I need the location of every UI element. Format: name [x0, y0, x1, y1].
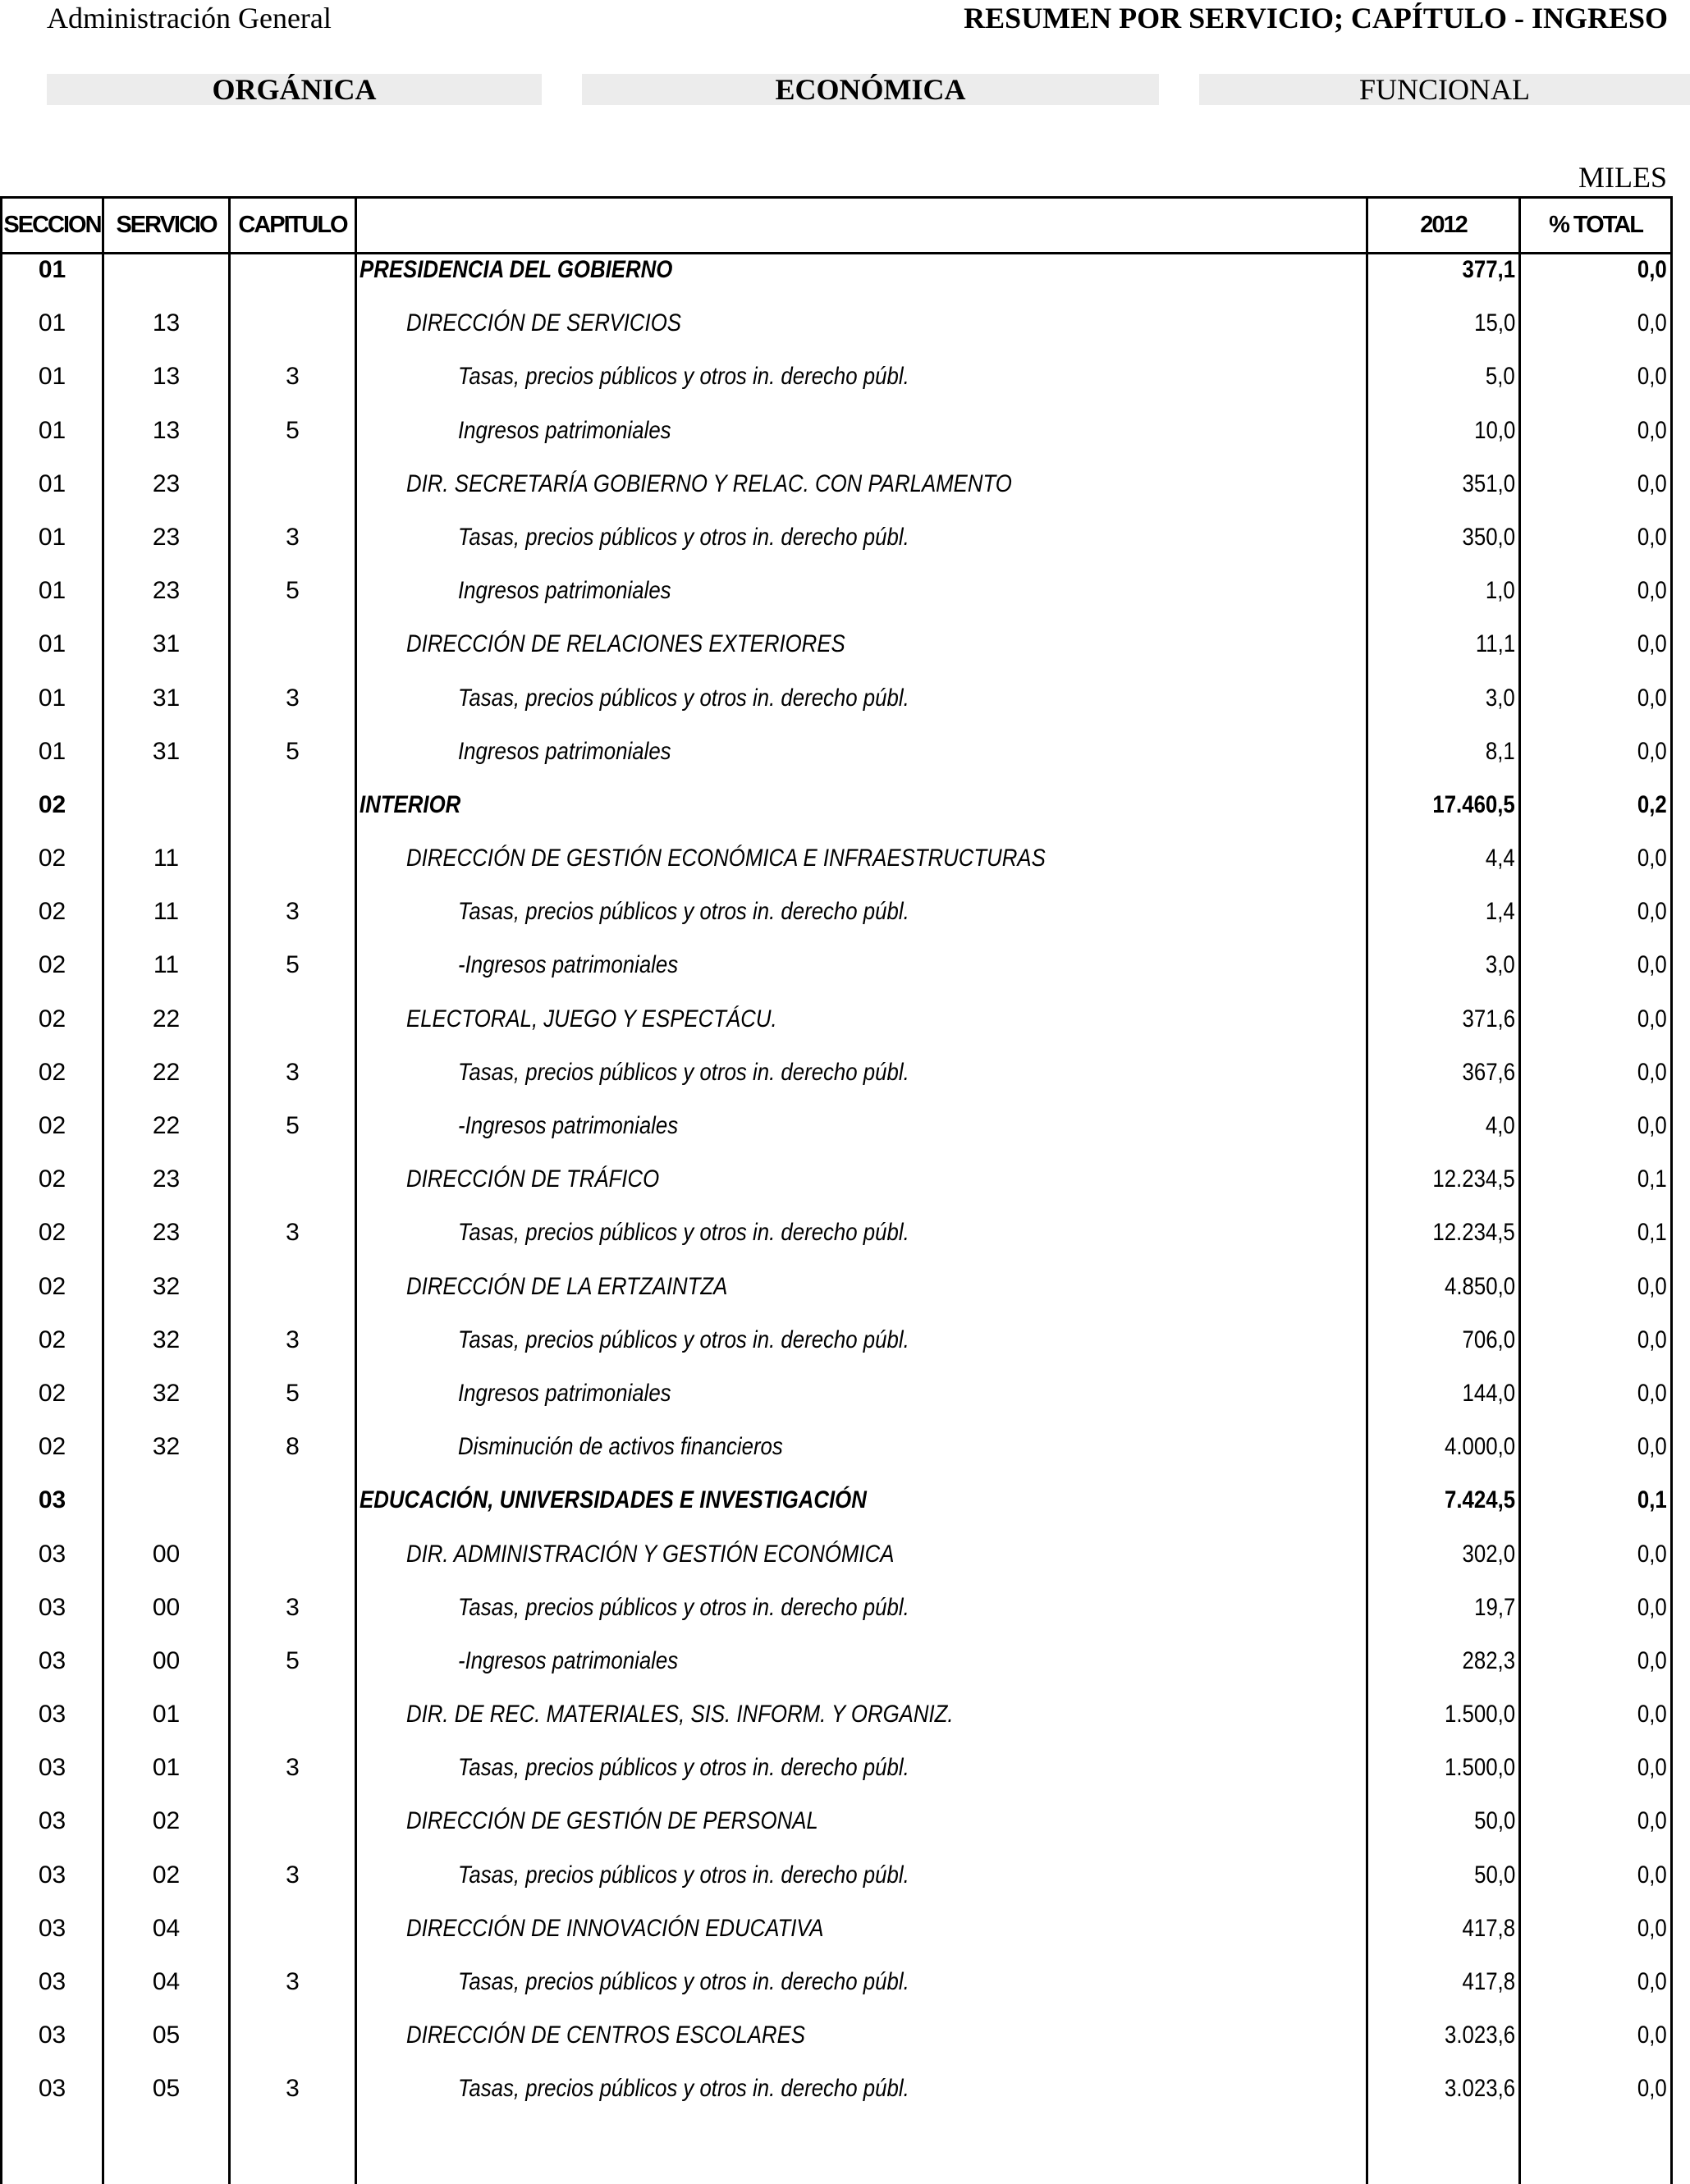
table-row — [0, 1271, 1673, 1324]
cell-servicio: 31 — [152, 737, 181, 765]
cell-pct-total: 0,0 — [1637, 1861, 1667, 1889]
cell-servicio: 22 — [152, 1112, 181, 1139]
cell-importe-2012: 11,1 — [1475, 630, 1515, 658]
cell-seccion: 01 — [38, 416, 66, 444]
cell-pct-total: 0,0 — [1637, 737, 1667, 765]
cell-pct-total: 0,1 — [1637, 1219, 1667, 1247]
cell-servicio: 04 — [152, 1968, 181, 1995]
table-row — [0, 1324, 1673, 1377]
cell-descripcion: Tasas, precios públicos y otros in. derecho públ. — [458, 1968, 909, 1995]
table-row — [0, 842, 1673, 895]
table-row — [0, 521, 1673, 575]
column-header-pct-total: % TOTAL — [1549, 212, 1642, 238]
cell-pct-total: 0,0 — [1637, 1968, 1667, 1995]
cell-seccion: 01 — [38, 630, 66, 658]
cell-pct-total: 0,1 — [1637, 1486, 1667, 1514]
cell-capitulo: 3 — [286, 1058, 300, 1086]
column-header-descripcion — [357, 199, 1366, 252]
cell-importe-2012: 417,8 — [1462, 1968, 1515, 1995]
cell-seccion: 03 — [38, 1593, 66, 1621]
cell-descripcion: Disminución de activos financieros — [458, 1433, 783, 1461]
cell-seccion: 01 — [38, 309, 66, 337]
cell-capitulo: 3 — [286, 1219, 300, 1247]
cell-descripcion: EDUCACIÓN, UNIVERSIDADES E INVESTIGACIÓN — [360, 1486, 867, 1514]
cell-descripcion: Tasas, precios públicos y otros in. derecho públ. — [458, 684, 909, 712]
cell-descripcion: DIRECCIÓN DE GESTIÓN DE PERSONAL — [406, 1807, 818, 1835]
cell-servicio: 23 — [152, 1165, 181, 1193]
table-row — [0, 1698, 1673, 1751]
cell-descripcion: DIR. DE REC. MATERIALES, SIS. INFORM. Y ORGANIZ. — [406, 1701, 954, 1728]
cell-descripcion: Tasas, precios públicos y otros in. derecho públ. — [458, 1326, 909, 1353]
cell-servicio: 31 — [152, 684, 181, 712]
cell-descripcion: Tasas, precios públicos y otros in. derecho públ. — [458, 2075, 909, 2103]
column-header-year: 2012 — [1420, 212, 1467, 238]
cell-pct-total: 0,0 — [1637, 1646, 1667, 1674]
cell-importe-2012: 302,0 — [1462, 1540, 1515, 1568]
cell-importe-2012: 17.460,5 — [1432, 790, 1515, 818]
column-header-seccion: SECCION — [3, 212, 101, 238]
cell-servicio: 11 — [153, 845, 180, 872]
cell-importe-2012: 7.424,5 — [1444, 1486, 1515, 1514]
cell-pct-total: 0,0 — [1637, 1754, 1667, 1782]
cell-importe-2012: 377,1 — [1462, 256, 1515, 283]
cell-descripcion: DIRECCIÓN DE INNOVACIÓN EDUCATIVA — [406, 1914, 824, 1942]
cell-pct-total: 0,0 — [1637, 1540, 1667, 1568]
table-row — [0, 682, 1673, 735]
cell-servicio: 01 — [152, 1701, 181, 1728]
cell-descripcion: Tasas, precios públicos y otros in. derecho públ. — [458, 363, 909, 391]
cell-pct-total: 0,0 — [1637, 1058, 1667, 1086]
cell-descripcion: INTERIOR — [360, 790, 461, 818]
cell-importe-2012: 367,6 — [1462, 1058, 1515, 1086]
cell-capitulo: 3 — [286, 2075, 300, 2103]
cell-importe-2012: 15,0 — [1473, 309, 1515, 337]
table-row — [0, 360, 1673, 414]
cell-seccion: 02 — [38, 1058, 66, 1086]
table-row — [0, 1431, 1673, 1484]
cell-importe-2012: 351,0 — [1462, 469, 1515, 497]
cell-pct-total: 0,0 — [1637, 363, 1667, 391]
cell-servicio: 13 — [152, 309, 181, 337]
cell-seccion: 03 — [38, 2075, 66, 2103]
cell-importe-2012: 371,6 — [1462, 1005, 1515, 1032]
cell-descripcion: -Ingresos patrimoniales — [458, 951, 679, 979]
cell-capitulo: 5 — [286, 737, 300, 765]
table-row — [0, 1538, 1673, 1591]
cell-servicio: 04 — [152, 1914, 181, 1942]
cell-capitulo: 5 — [286, 1112, 300, 1139]
cell-servicio: 11 — [153, 951, 180, 979]
cell-capitulo: 3 — [286, 898, 300, 926]
cell-importe-2012: 3.023,6 — [1444, 2075, 1515, 2103]
cell-descripcion: DIR. SECRETARÍA GOBIERNO Y RELAC. CON PARLAMENTO — [406, 469, 1012, 497]
table-row — [0, 468, 1673, 521]
cell-pct-total: 0,2 — [1637, 790, 1667, 818]
cell-pct-total: 0,0 — [1637, 630, 1667, 658]
cell-seccion: 01 — [38, 737, 66, 765]
cell-capitulo: 3 — [286, 1754, 300, 1782]
cell-seccion: 02 — [38, 1433, 66, 1461]
cell-pct-total: 0,0 — [1637, 1593, 1667, 1621]
table-row — [0, 895, 1673, 949]
cell-pct-total: 0,0 — [1637, 1272, 1667, 1300]
table-row — [0, 1966, 1673, 2019]
cell-capitulo: 3 — [286, 363, 300, 391]
cell-seccion: 03 — [38, 1646, 66, 1674]
table-row — [0, 1377, 1673, 1431]
cell-importe-2012: 3,0 — [1486, 951, 1515, 979]
column-header-capitulo: CAPITULO — [238, 212, 347, 238]
table-row — [0, 949, 1673, 1002]
cell-servicio: 01 — [152, 1754, 181, 1782]
cell-descripcion: Tasas, precios públicos y otros in. derecho públ. — [458, 1754, 909, 1782]
table-row — [0, 1912, 1673, 1966]
cell-seccion: 02 — [38, 951, 66, 979]
cell-importe-2012: 3,0 — [1486, 684, 1515, 712]
table-row — [0, 628, 1673, 681]
cell-capitulo: 5 — [286, 1646, 300, 1674]
table-row — [0, 575, 1673, 628]
cell-importe-2012: 417,8 — [1462, 1914, 1515, 1942]
cell-capitulo: 3 — [286, 1968, 300, 1995]
cell-importe-2012: 1.500,0 — [1444, 1701, 1515, 1728]
cell-descripcion: PRESIDENCIA DEL GOBIERNO — [360, 256, 673, 283]
cell-pct-total: 0,1 — [1637, 1165, 1667, 1193]
cell-pct-total: 0,0 — [1637, 469, 1667, 497]
cell-descripcion: -Ingresos patrimoniales — [458, 1646, 679, 1674]
cell-descripcion: Tasas, precios públicos y otros in. derecho públ. — [458, 1058, 909, 1086]
cell-seccion: 02 — [38, 1165, 66, 1193]
cell-pct-total: 0,0 — [1637, 898, 1667, 926]
cell-importe-2012: 5,0 — [1486, 363, 1515, 391]
cell-importe-2012: 50,0 — [1473, 1861, 1515, 1889]
cell-pct-total: 0,0 — [1637, 416, 1667, 444]
cell-seccion: 03 — [38, 1807, 66, 1835]
cell-pct-total: 0,0 — [1637, 1807, 1667, 1835]
table-row — [0, 735, 1673, 789]
cell-importe-2012: 4.850,0 — [1444, 1272, 1515, 1300]
cell-seccion: 02 — [38, 898, 66, 926]
cell-importe-2012: 144,0 — [1462, 1379, 1515, 1407]
cell-importe-2012: 12.234,5 — [1432, 1165, 1515, 1193]
cell-seccion: 03 — [38, 1968, 66, 1995]
cell-pct-total: 0,0 — [1637, 309, 1667, 337]
cell-importe-2012: 8,1 — [1486, 737, 1515, 765]
table-row — [0, 1484, 1673, 1537]
cell-seccion: 03 — [38, 1754, 66, 1782]
cell-descripcion: Tasas, precios públicos y otros in. derecho públ. — [458, 898, 909, 926]
table-row — [0, 1216, 1673, 1270]
cell-capitulo: 3 — [286, 1326, 300, 1353]
cell-seccion: 03 — [38, 1486, 66, 1514]
cell-servicio: 32 — [152, 1379, 181, 1407]
cell-pct-total: 0,0 — [1637, 1433, 1667, 1461]
cell-pct-total: 0,0 — [1637, 845, 1667, 872]
cell-seccion: 01 — [38, 256, 66, 283]
cell-seccion: 03 — [38, 1701, 66, 1728]
cell-descripcion: Tasas, precios públicos y otros in. derecho públ. — [458, 1219, 909, 1247]
cell-descripcion: DIRECCIÓN DE GESTIÓN ECONÓMICA E INFRAESTRUCTURAS — [406, 845, 1046, 872]
cell-servicio: 23 — [152, 1219, 181, 1247]
cell-importe-2012: 706,0 — [1462, 1326, 1515, 1353]
cell-seccion: 02 — [38, 1326, 66, 1353]
cell-seccion: 01 — [38, 363, 66, 391]
cell-servicio: 23 — [152, 523, 181, 551]
cell-servicio: 13 — [152, 363, 181, 391]
cell-capitulo: 3 — [286, 684, 300, 712]
cell-pct-total: 0,0 — [1637, 1379, 1667, 1407]
document-header-left: Administración General — [47, 2, 332, 34]
cell-descripcion: -Ingresos patrimoniales — [458, 1112, 679, 1139]
cell-importe-2012: 4.000,0 — [1444, 1433, 1515, 1461]
cell-descripcion: DIRECCIÓN DE LA ERTZAINTZA — [406, 1272, 728, 1300]
cell-pct-total: 0,0 — [1637, 1112, 1667, 1139]
cell-pct-total: 0,0 — [1637, 523, 1667, 551]
cell-importe-2012: 3.023,6 — [1444, 2021, 1515, 2049]
cell-capitulo: 5 — [286, 1379, 300, 1407]
cell-pct-total: 0,0 — [1637, 2021, 1667, 2049]
cell-servicio: 32 — [152, 1433, 181, 1461]
cell-seccion: 03 — [38, 1914, 66, 1942]
cell-importe-2012: 4,4 — [1486, 845, 1515, 872]
cell-capitulo: 5 — [286, 577, 300, 605]
cell-importe-2012: 1.500,0 — [1444, 1754, 1515, 1782]
cell-servicio: 22 — [152, 1005, 181, 1032]
cell-capitulo: 8 — [286, 1433, 300, 1461]
column-header-servicio: SERVICIO — [116, 212, 217, 238]
report-title: RESUMEN POR SERVICIO; CAPÍTULO - INGRESO — [964, 2, 1668, 34]
cell-descripcion: Ingresos patrimoniales — [458, 1379, 671, 1407]
table-body — [0, 254, 1673, 2127]
cell-servicio: 23 — [152, 577, 181, 605]
cell-pct-total: 0,0 — [1637, 1005, 1667, 1032]
cell-pct-total: 0,0 — [1637, 1326, 1667, 1353]
cell-seccion: 02 — [38, 1272, 66, 1300]
cell-descripcion: DIRECCIÓN DE RELACIONES EXTERIORES — [406, 630, 845, 658]
table-row — [0, 1591, 1673, 1645]
cell-pct-total: 0,0 — [1637, 1701, 1667, 1728]
cell-importe-2012: 1,4 — [1486, 898, 1515, 926]
cell-pct-total: 0,0 — [1637, 577, 1667, 605]
table-row — [0, 1805, 1673, 1858]
cell-servicio: 05 — [152, 2021, 181, 2049]
cell-descripcion: ELECTORAL, JUEGO Y ESPECTÁCU. — [406, 1005, 777, 1032]
cell-servicio: 32 — [152, 1326, 181, 1353]
table-row — [0, 254, 1673, 307]
cell-pct-total: 0,0 — [1637, 256, 1667, 283]
cell-servicio: 11 — [153, 898, 180, 926]
cell-pct-total: 0,0 — [1637, 951, 1667, 979]
cell-seccion: 02 — [38, 1379, 66, 1407]
cell-importe-2012: 282,3 — [1462, 1646, 1515, 1674]
cell-capitulo: 3 — [286, 523, 300, 551]
cell-servicio: 31 — [152, 630, 181, 658]
cell-seccion: 03 — [38, 1540, 66, 1568]
cell-descripcion: Ingresos patrimoniales — [458, 577, 671, 605]
cell-descripcion: Ingresos patrimoniales — [458, 416, 671, 444]
cell-seccion: 01 — [38, 523, 66, 551]
cell-servicio: 13 — [152, 416, 181, 444]
cell-servicio: 02 — [152, 1861, 181, 1889]
cell-seccion: 03 — [38, 1861, 66, 1889]
cell-importe-2012: 12.234,5 — [1432, 1219, 1515, 1247]
table-row — [0, 1751, 1673, 1805]
cell-servicio: 32 — [152, 1272, 181, 1300]
cell-descripcion: Tasas, precios públicos y otros in. derecho públ. — [458, 1861, 909, 1889]
cell-pct-total: 0,0 — [1637, 684, 1667, 712]
cell-seccion: 03 — [38, 2021, 66, 2049]
cell-capitulo: 5 — [286, 951, 300, 979]
cell-importe-2012: 50,0 — [1473, 1807, 1515, 1835]
cell-servicio: 02 — [152, 1807, 181, 1835]
band-economica: ECONÓMICA — [582, 74, 1159, 105]
cell-descripcion: Tasas, precios públicos y otros in. derecho públ. — [458, 1593, 909, 1621]
band-funcional: FUNCIONAL — [1199, 74, 1690, 105]
table-row — [0, 789, 1673, 842]
cell-servicio: 22 — [152, 1058, 181, 1086]
cell-descripcion: DIR. ADMINISTRACIÓN Y GESTIÓN ECONÓMICA — [406, 1540, 895, 1568]
table-row — [0, 2072, 1673, 2126]
cell-servicio: 00 — [152, 1540, 181, 1568]
table-row — [0, 414, 1673, 468]
cell-descripcion: DIRECCIÓN DE CENTROS ESCOLARES — [406, 2021, 805, 2049]
cell-capitulo: 3 — [286, 1861, 300, 1889]
cell-seccion: 01 — [38, 684, 66, 712]
cell-seccion: 01 — [38, 577, 66, 605]
cell-descripcion: DIRECCIÓN DE SERVICIOS — [406, 309, 681, 337]
cell-importe-2012: 350,0 — [1462, 523, 1515, 551]
cell-seccion: 02 — [38, 1112, 66, 1139]
cell-capitulo: 5 — [286, 416, 300, 444]
table-row — [0, 2019, 1673, 2072]
cell-importe-2012: 1,0 — [1486, 577, 1515, 605]
cell-seccion: 02 — [38, 790, 66, 818]
cell-servicio: 00 — [152, 1593, 181, 1621]
cell-seccion: 01 — [38, 469, 66, 497]
table-row — [0, 1859, 1673, 1912]
cell-importe-2012: 19,7 — [1473, 1593, 1515, 1621]
cell-descripcion: Ingresos patrimoniales — [458, 737, 671, 765]
table-row — [0, 1645, 1673, 1698]
cell-pct-total: 0,0 — [1637, 2075, 1667, 2103]
band-organica: ORGÁNICA — [47, 74, 542, 105]
cell-servicio: 23 — [152, 469, 181, 497]
table-row — [0, 1163, 1673, 1216]
table-row — [0, 307, 1673, 360]
cell-descripcion: Tasas, precios públicos y otros in. derecho públ. — [458, 523, 909, 551]
cell-seccion: 02 — [38, 845, 66, 872]
cell-servicio: 00 — [152, 1646, 181, 1674]
cell-seccion: 02 — [38, 1005, 66, 1032]
table-row — [0, 1110, 1673, 1163]
cell-pct-total: 0,0 — [1637, 1914, 1667, 1942]
table-row — [0, 1056, 1673, 1110]
cell-importe-2012: 10,0 — [1473, 416, 1515, 444]
cell-seccion: 02 — [38, 1219, 66, 1247]
cell-importe-2012: 4,0 — [1486, 1112, 1515, 1139]
cell-descripcion: DIRECCIÓN DE TRÁFICO — [406, 1165, 660, 1193]
cell-capitulo: 3 — [286, 1593, 300, 1621]
cell-servicio: 05 — [152, 2075, 181, 2103]
units-label: MILES — [1578, 161, 1667, 194]
table-row — [0, 1003, 1673, 1056]
